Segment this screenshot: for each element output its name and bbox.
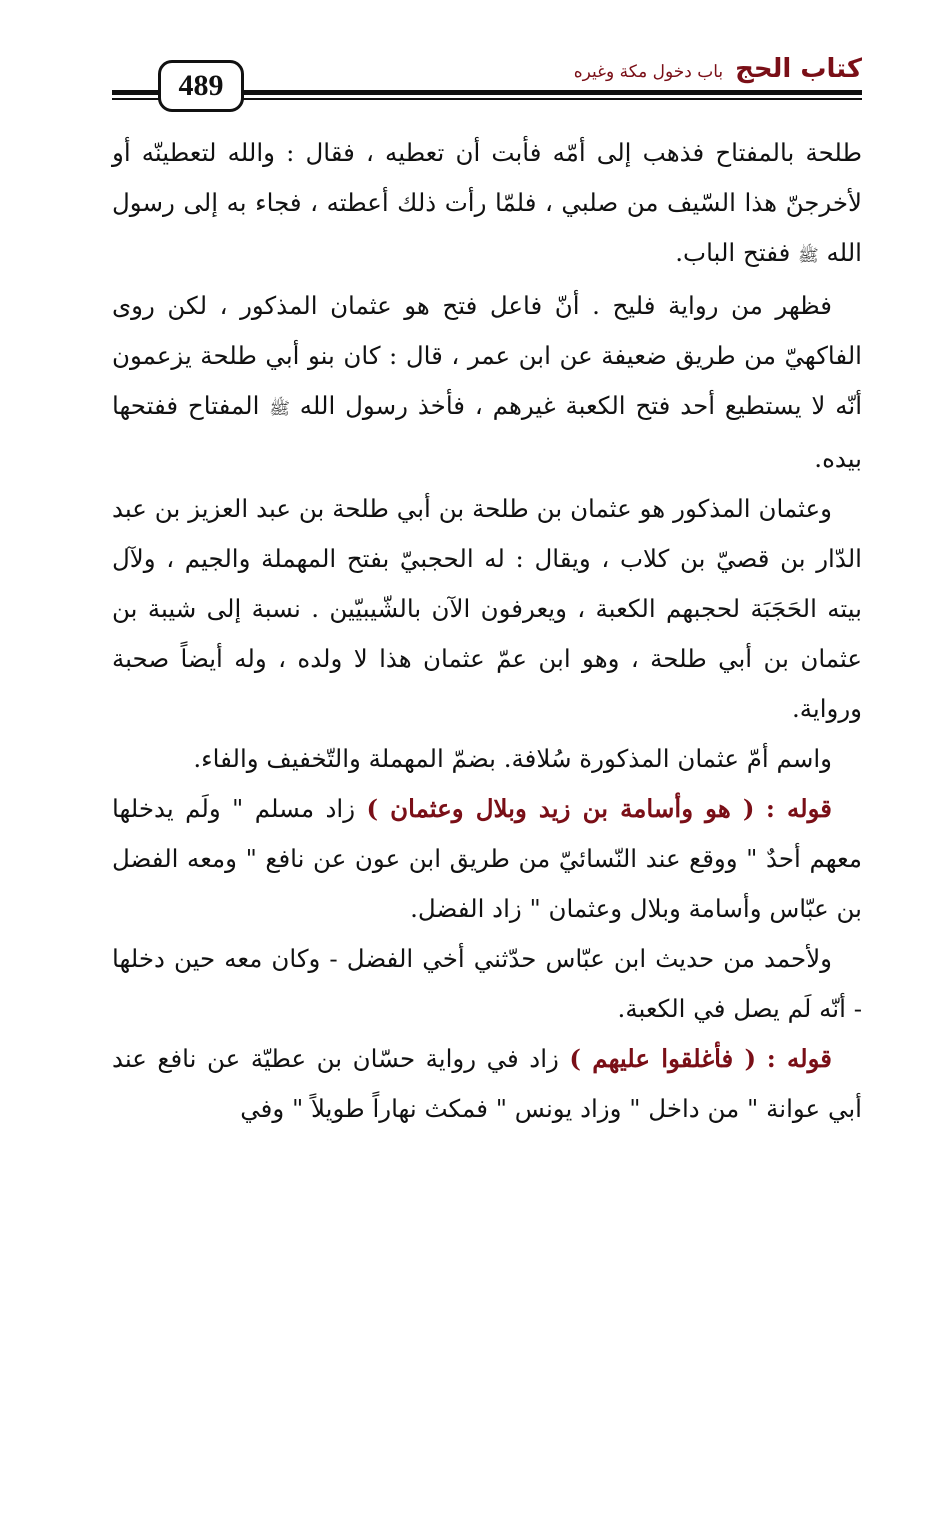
paragraph-7-text: زاد في رواية حسّان بن عطيّة عن نافع عند أبي عوانة " من داخل " وزاد يونس " فمكث نهاراً طويلاً " وفي (112, 1044, 862, 1123)
paragraph-1-end: ففتح الباب. (675, 238, 791, 267)
paragraph-7 (112, 1034, 862, 1134)
quoted-phrase: ( هو وأسامة بن زيد وبلال وعثمان ) (366, 794, 755, 823)
chapter-title: باب دخول مكة وغيره (573, 62, 724, 82)
running-head (574, 54, 862, 84)
paragraph-2-end: المفتاح ففتحها بيده. (112, 391, 862, 473)
page-body (112, 128, 862, 1134)
book-title: كتاب الحج (735, 54, 862, 84)
qawl-label: قوله : (765, 794, 832, 823)
paragraph-6: ولأحمد من حديث ابن عبّاس حدّثني أخي الفضل - وكان معه حين دخلها - أنّه لَم يصل في الكعبة. (112, 944, 862, 1023)
paragraph-5-text: زاد مسلم " ولَم يدخلها معهم أحدٌ " ووقع عند النّسائيّ من طريق ابن عون عن نافع " ومعه الفضل بن عبّاس وأسامة وبلال وعثمان " زاد الفضل. (112, 794, 862, 923)
paragraph-5 (112, 784, 862, 934)
paragraph-1-text: طلحة بالمفتاح فذهب إلى أمّه فأبت أن تعطيه ، فقال : والله لتعطينّه أو لأخرجنّ هذا السّيف من صلبي ، فلمّا رأت ذلك أعطته ، فجاء به إلى رسول الله (112, 138, 862, 267)
qawl-label: قوله : (766, 1044, 833, 1073)
paragraph-1 (112, 128, 862, 281)
paragraph-2 (112, 281, 862, 484)
paragraph-4: واسم أمّ عثمان المذكورة سُلافة. بضمّ المهملة والتّخفيف والفاء. (193, 744, 832, 773)
page-number: 489 (158, 60, 244, 112)
salawat-glyph: ﷺ (269, 399, 290, 419)
salawat-glyph: ﷺ (798, 246, 819, 266)
quoted-phrase: ( فأغلقوا عليهم ) (569, 1044, 757, 1073)
paragraph-2-text: فظهر من رواية فليح . أنّ فاعل فتح هو عثمان المذكور ، لكن روى الفاكهيّ من طريق ضعيفة عن ابن عمر ، قال : كان بنو أبي طلحة يزعمون أنّه لا يستطيع أحد فتح الكعبة غيرهم ، فأخذ رسول الله (112, 291, 862, 420)
page-header (112, 52, 862, 124)
paragraph-3: وعثمان المذكور هو عثمان بن طلحة بن أبي طلحة بن عبد العزيز بن عبد الدّار بن قصيّ بن كلاب ، ويقال : له الحجبيّ بفتح المهملة والجيم ، ولآل بيته الحَجَبَة لحجبهم الكعبة ، ويعرفون الآن بالشّيبيّين . نسبة إلى شيبة بن عثمان بن أبي طلحة ، وهو ابن عمّ عثمان هذا لا ولده ، وله أيضاً صحبة ورواية. (112, 494, 862, 723)
